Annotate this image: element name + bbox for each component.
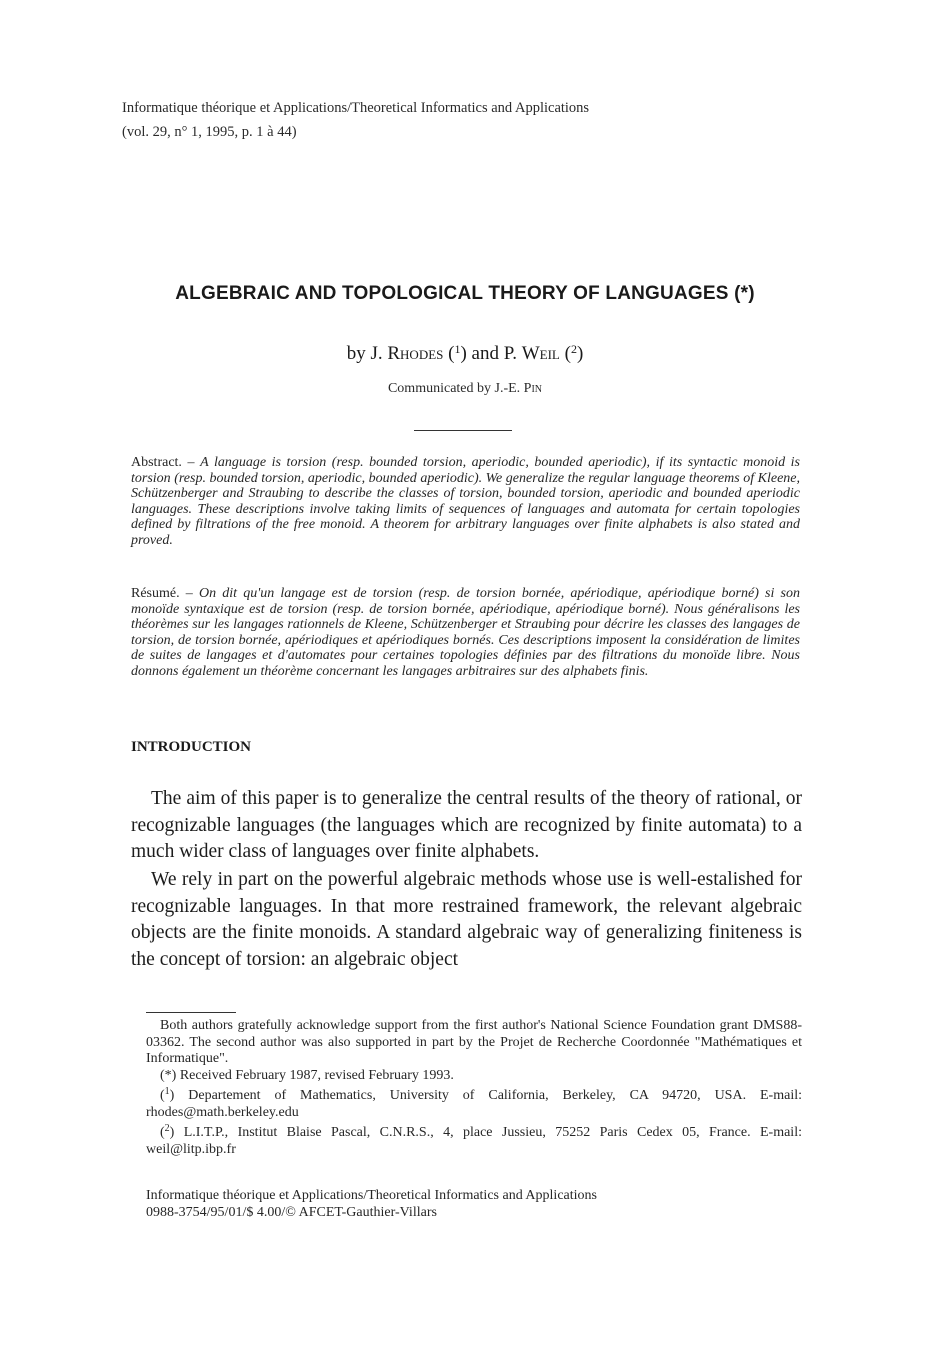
paper-title: ALGEBRAIC AND TOPOLOGICAL THEORY OF LANGUAGES (*): [175, 283, 755, 304]
authors-conjunction: and P.: [471, 343, 522, 364]
introduction-paragraph-2: We rely in part on the powerful algebraic methods whose use is well-estalished for recognizable languages. In that more restrained framework, the relevant algebraic objects are the finite monoids. A standard algebraic way of generalizing finiteness is the concept of torsion: an algebraic object: [131, 869, 802, 970]
author1-footnote-mark: 1: [454, 342, 461, 356]
communicated-by: [0, 381, 930, 397]
introduction-paragraph-1: The aim of this paper is to generalize the central results of the theory of rational, or recognizable languages (the languages which are recognized by finite automata) to a much wider class of languages over finite alphabets.: [131, 788, 802, 862]
title-divider: [414, 430, 512, 431]
page-footer: [146, 1187, 597, 1221]
footnote-divider: [146, 1012, 236, 1013]
resume-text: On dit qu'un langage est de torsion (resp. de torsion bornée, apériodique, apériodique borné) si son monoïde syntaxique est de torsion (resp. de torsion bornée, apériodique, apériodique borné). Nous généralisons les théorèmes sur les langages rationnels de Kleene, Schützenberger et Straubing pour décrire les classes des langages de torsion, de torsion bornée, apériodiques et apériodiques bornés. Ces descriptions imposent la considération de limites de suites de langages et d'automates pour certaines topologies définies par des filtrations du monoïde libre. Nous donnons également un théorème concernant les langages arbitraires sur des alphabets finis.: [131, 586, 800, 679]
authors-prefix: by J.: [346, 343, 388, 364]
footnote-received: (*) Received February 1987, revised February 1993.: [160, 1067, 454, 1083]
footnote-2-mark: 2: [164, 1123, 170, 1134]
author2-footnote-mark: 2: [570, 342, 577, 356]
footnote-acknowledgement: Both authors gratefully acknowledge support from the first author's National Science Foundation grant DMS88-03362. The second author was also supported in part by the Projet de Recherche Coordonnée "Mathématiques et Informatique".: [146, 1018, 802, 1066]
journal-header-volume: (vol. 29, n° 1, 1995, p. 1 à 44): [122, 124, 297, 140]
footnote-1-text: Departement of Mathematics, University of California, Berkeley, CA 94720, USA. E-mail: rhodes@math.berkeley.edu: [146, 1088, 802, 1120]
communicated-name: Pin: [523, 381, 543, 396]
footer-copyright: 0988-3754/95/01/$ 4.00/© AFCET-Gauthier-Villars: [146, 1205, 437, 1220]
abstract: [131, 455, 800, 548]
footnote-2-text: L.I.T.P., Institut Blaise Pascal, C.N.R.S., 4, place Jussieu, 75252 Paris Cedex 05, France. E-mail: weil@litp.ibp.fr: [146, 1125, 802, 1157]
authors-line: by J. Rhodes ($^1$) and P. Weil ($^2$): [346, 342, 584, 364]
footnote-1: ($^1$) Departement of Mathematics, University of California, Berkeley, CA 94720, USA. E-mail: rhodes@math.berkeley.edu: [146, 1086, 802, 1120]
journal-header: [122, 96, 589, 144]
abstract-text: A language is torsion (resp. bounded torsion, aperiodic, bounded aperiodic), if its syntactic monoid is torsion (resp. bounded torsion, aperiodic, bounded aperiodic). We generalize the regular language theorems of Kleene, Schützenberger and Straubing to describe the classes of torsion, bounded torsion, aperiodic and bounded aperiodic languages. These descriptions involve taking limits of sequences of languages and automata for certain topologies defined by filtrations of the free monoid. A theorem for arbitrary languages over finite alphabets is also stated and proved.: [131, 455, 800, 548]
resume: [131, 586, 800, 679]
author-rhodes: Rhodes: [387, 343, 444, 364]
abstract-label: Abstract. –: [131, 455, 195, 470]
footer-journal: Informatique théorique et Applications/Theoretical Informatics and Applications: [146, 1188, 597, 1203]
communicated-prefix: Communicated by J.-E.: [387, 381, 524, 396]
resume-label: Résumé. –: [131, 586, 193, 601]
footnote-2: ($^2$) L.I.T.P., Institut Blaise Pascal, C.N.R.S., 4, place Jussieu, 75252 Paris Cedex 05, France. E-mail: weil@litp.ibp.fr: [146, 1123, 802, 1157]
footnotes: [146, 1018, 802, 1158]
introduction-heading: INTRODUCTION: [131, 739, 252, 755]
author-weil: Weil: [521, 343, 560, 364]
journal-header-title: Informatique théorique et Applications/Theoretical Informatics and Applications: [122, 100, 590, 116]
footnote-1-mark: 1: [164, 1086, 170, 1097]
